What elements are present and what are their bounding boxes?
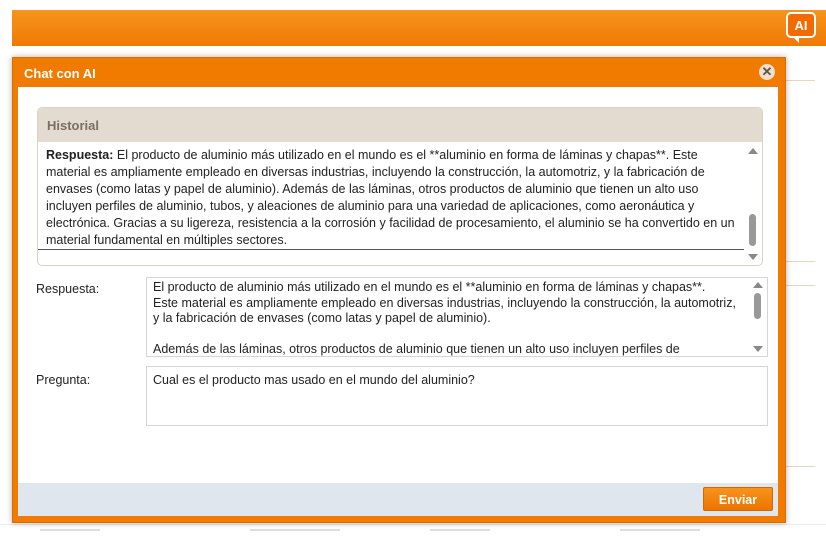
scroll-up-arrow-icon[interactable] <box>753 282 763 288</box>
ai-chat-button[interactable]: AI <box>786 12 816 38</box>
scroll-up-arrow-icon[interactable] <box>748 148 758 154</box>
background-card <box>784 285 815 467</box>
question-input[interactable] <box>146 366 768 426</box>
background-card <box>784 80 815 262</box>
dialog-footer <box>18 483 778 516</box>
chat-dialog <box>12 57 786 523</box>
scroll-down-arrow-icon[interactable] <box>748 254 758 260</box>
close-icon[interactable]: ✕ <box>759 64 775 80</box>
history-scrollbar[interactable] <box>746 144 760 264</box>
background-bottom-strip <box>0 524 826 543</box>
dialog-body <box>18 87 778 483</box>
history-entry-label: Respuesta: <box>46 148 114 162</box>
history-header: Historial <box>38 108 762 142</box>
answer-scrollbar[interactable] <box>751 278 765 356</box>
answer-field[interactable] <box>146 277 768 357</box>
scroll-thumb[interactable] <box>749 214 756 246</box>
answer-text: El producto de aluminio más utilizado en el mundo es el **aluminio en forma de láminas y chapas**. Este material es ampliamente empleado en diversas industrias, incluyendo la construcción, la automotriz, y la fabricación de envases (como latas y papel de aluminio). Además de las láminas, otros productos de aluminio que tienen un alto uso incluyen perfiles de <box>153 280 736 356</box>
question-text: Cual es el producto mas usado en el mundo del aluminio? <box>153 373 475 387</box>
history-divider <box>38 249 744 250</box>
pregunta-label: Pregunta: <box>36 373 91 387</box>
scroll-thumb[interactable] <box>754 293 761 319</box>
history-entry-text: El producto de aluminio más utilizado en el mundo es el **aluminio en forma de láminas y chapas**. Este material es ampliamente empleado en diversas industrias, incluyendo la construcción, la automotriz, y la fabricación de envases (como latas y papel de aluminio). Además de las láminas, otros productos de aluminio que tienen un alto uso incluyen perfiles de aluminio, tubos, y aleaciones de aluminio para una variedad de aplicaciones, como aeronáutica y electrónica. Gracias a su ligereza, resistencia a la corrosión y facilidad de procesamiento, el aluminio se ha convertido en un material fundamental en múltiples sectores. <box>46 148 735 247</box>
respuesta-label: Respuesta: <box>36 282 100 296</box>
send-button[interactable]: Enviar <box>703 487 773 511</box>
app-top-bar <box>12 10 826 46</box>
scroll-down-arrow-icon[interactable] <box>753 346 763 352</box>
dialog-title: Chat con AI <box>24 66 96 81</box>
history-panel <box>37 107 763 266</box>
history-entry <box>46 147 736 249</box>
